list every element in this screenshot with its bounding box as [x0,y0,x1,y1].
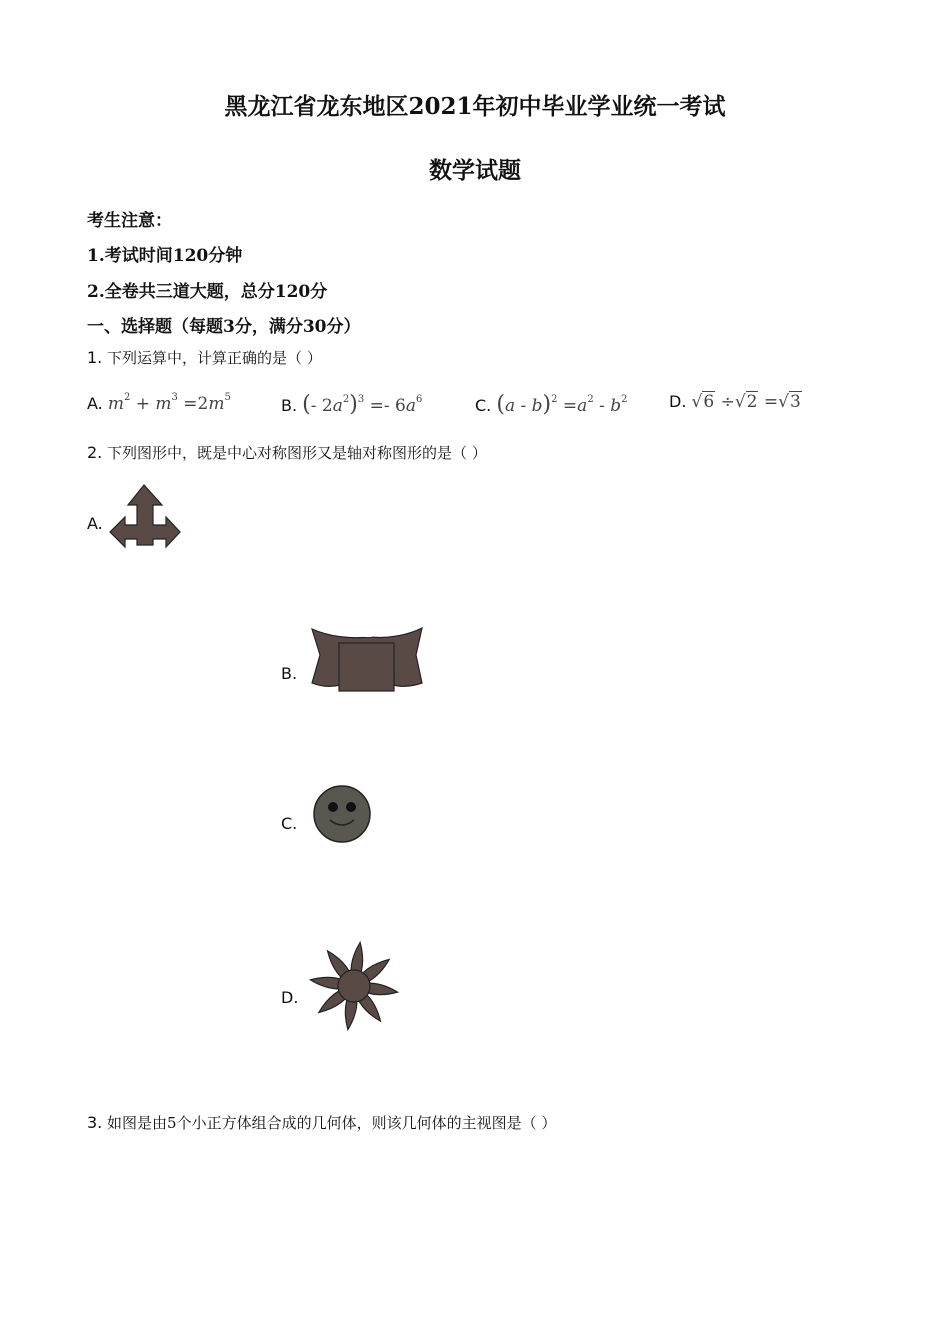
notes-item-1: 1.考试时间120分钟 [87,246,243,266]
option-label: A. [87,394,103,413]
question-text: 如图是由5个小正方体组合成的几何体，则该几何体的主视图是（ ） [107,1114,557,1132]
section-heading: 一、选择题（每题3分，满分30分） [87,317,361,337]
notes-item-2: 2.全卷共三道大题，总分120分 [87,282,328,302]
option-formula: $m^2 + m^3 =2m^5$ [107,392,231,414]
arrows-icon [108,483,184,559]
option-label: D. [669,392,687,411]
eight-petal-flower-icon [306,938,402,1034]
option-label: C. [475,396,492,415]
q2-option-a[interactable]: A. [87,514,103,533]
q2-option-b[interactable]: B. [281,664,298,683]
q2-option-c[interactable]: C. [281,814,298,833]
page-subtitle: 数学试题 [429,157,521,184]
page-title: 黑龙江省龙东地区2021年初中毕业学业统一考试 [224,93,726,120]
q1-option-d[interactable] [669,392,802,412]
question-3 [87,1112,556,1133]
notes-heading: 考生注意： [87,211,172,231]
question-2 [87,442,487,463]
q2-option-d[interactable]: D. [281,988,299,1007]
ribbon-banner-icon [308,625,426,695]
option-label: B. [281,396,298,415]
option-formula: √6 ÷√2 =√3 [691,392,801,412]
smiley-face-icon [312,784,372,844]
question-text: 下列图形中，既是中心对称图形又是轴对称图形的是（ ） [107,444,487,462]
question-number: 2. [87,443,103,462]
option-formula: (- $2a^2)^3 =- 6a^6$ [302,392,423,417]
question-1 [87,347,322,368]
question-number: 1. [87,348,103,367]
question-text: 下列运算中，计算正确的是（ ） [107,349,322,367]
q1-option-b[interactable] [281,392,422,417]
q1-option-a[interactable] [87,392,231,414]
question-number: 3. [87,1113,103,1132]
option-formula: $(a - b)^2 =a^2 - b^2$ [496,392,628,417]
q1-option-c[interactable] [475,392,628,417]
